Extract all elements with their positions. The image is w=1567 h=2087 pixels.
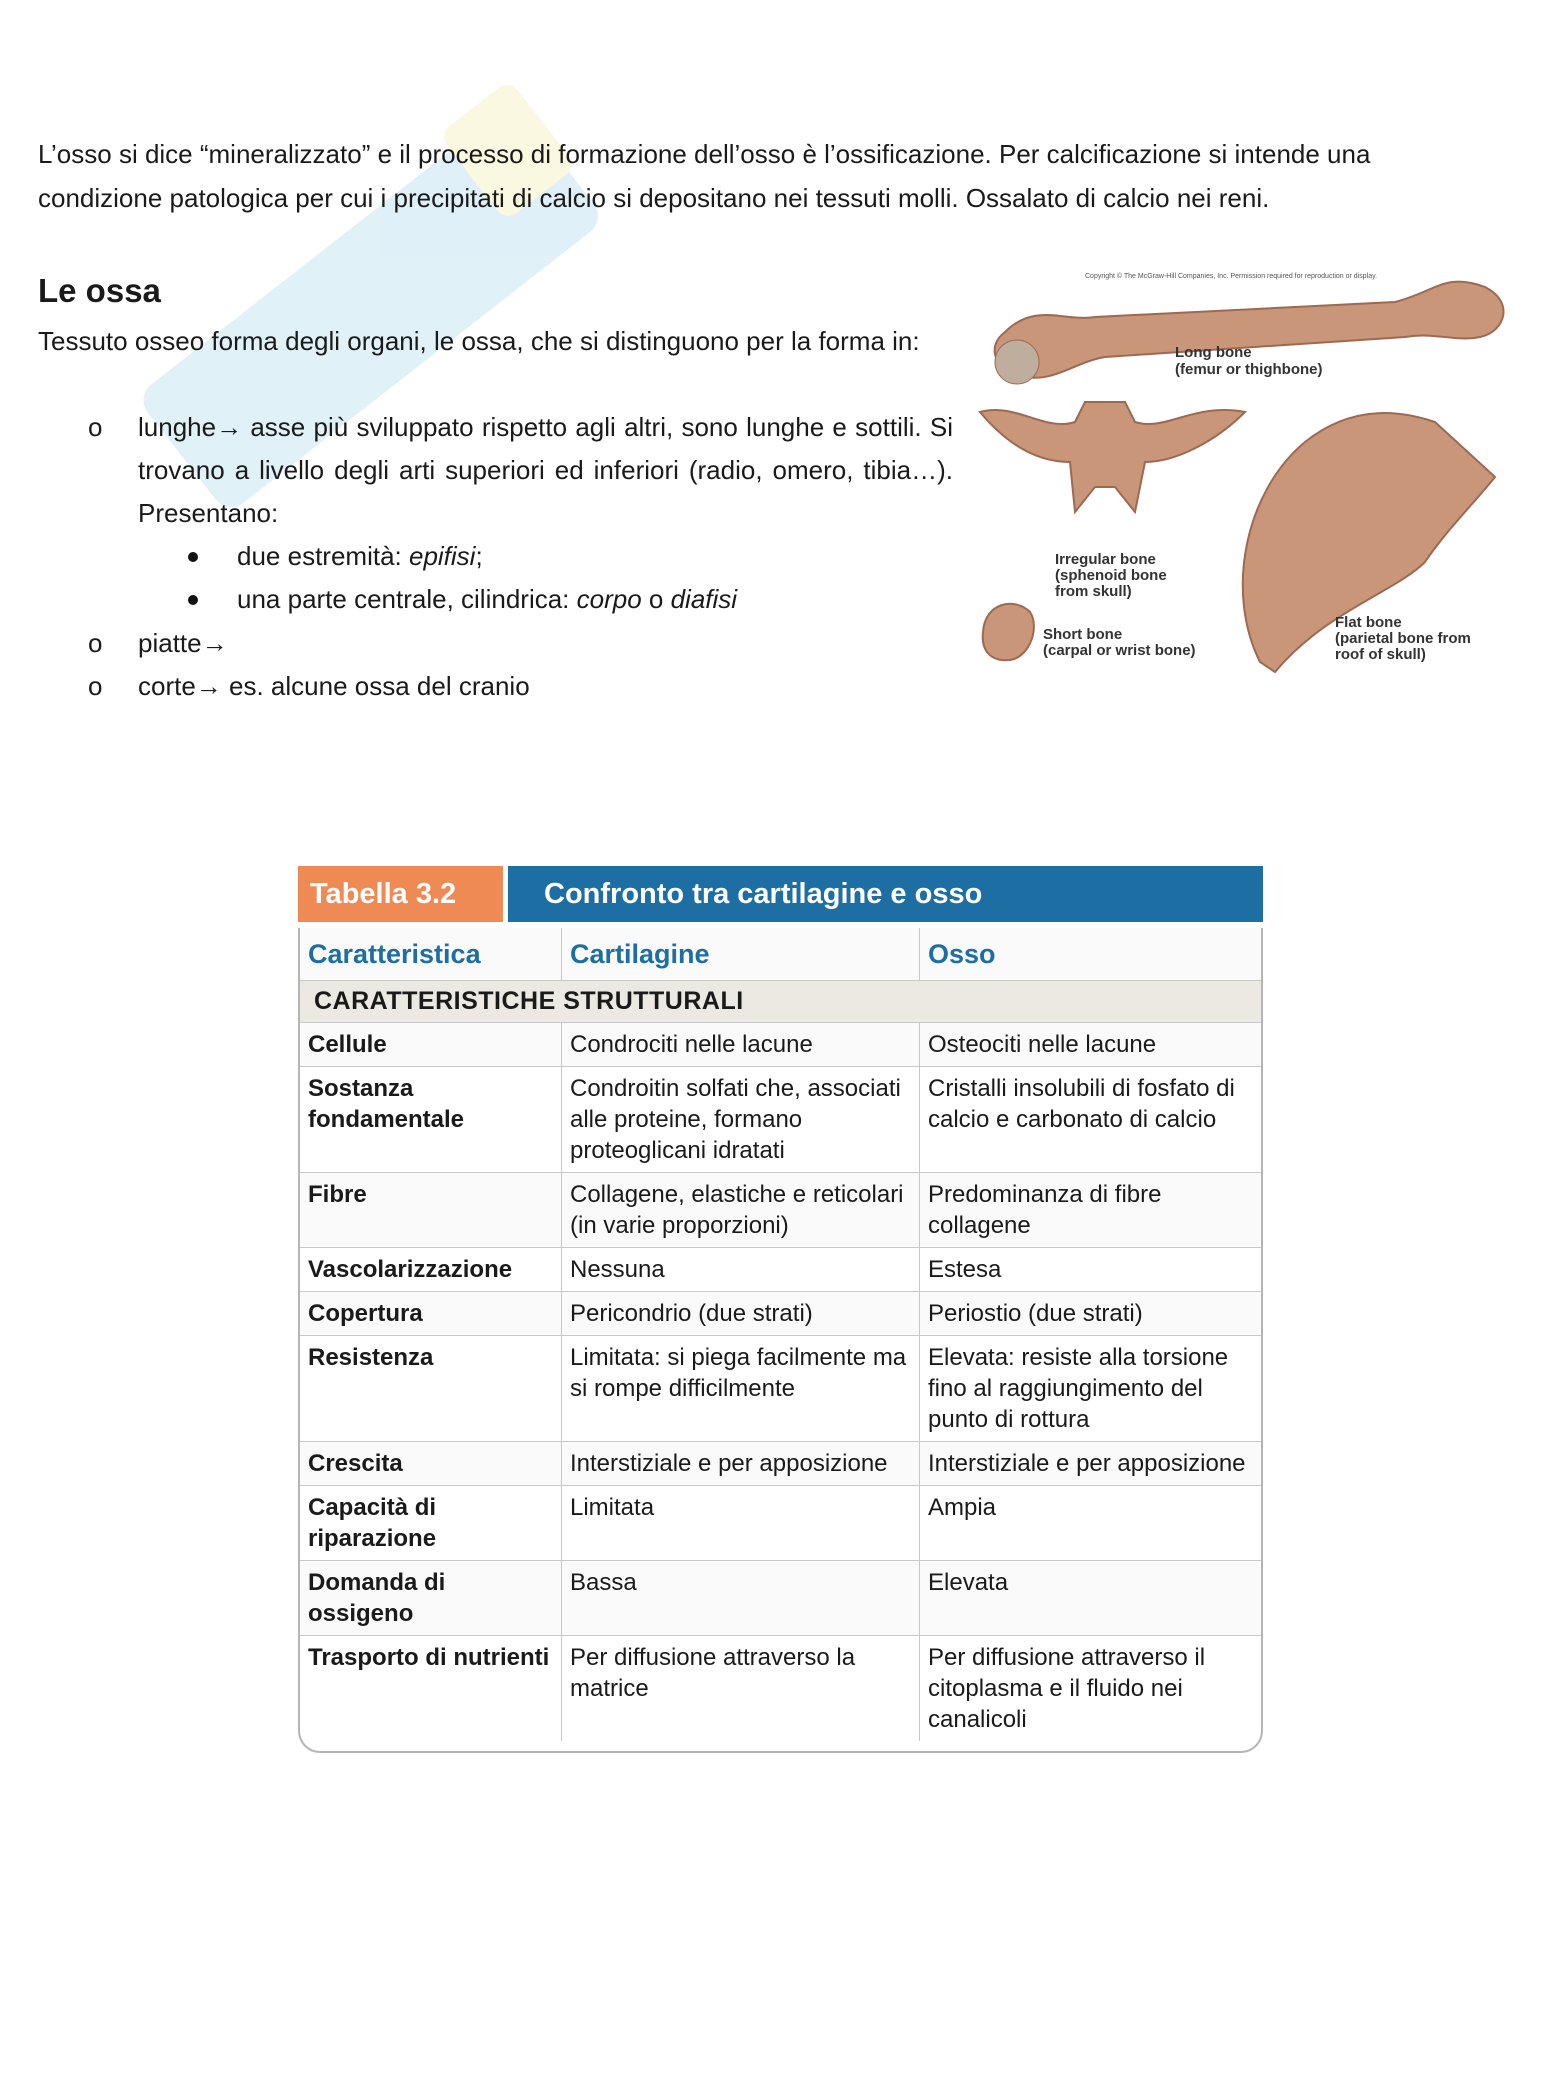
bullet-dot [188,552,198,562]
bone-cell: Estesa [928,1256,1002,1283]
table-title: Confronto tra cartilagine e osso [508,866,1263,922]
row-label: Fibre [300,1173,562,1247]
cartilage-cell: Bassa [562,1561,920,1635]
row-label: Resistenza [300,1336,562,1441]
cartilage-cell: Condrociti nelle lacune [562,1023,920,1066]
paragraph-line-2: condizione patologica per cui i precipitati di calcio si depositano nei tessuti molli. Ossalato di calcio nei reni. [38,183,1270,213]
bone-cell: Elevata [928,1569,1009,1596]
col-header-osso: Osso [928,939,996,969]
row-label: Domanda di ossigeno [300,1561,562,1635]
irregular-bone-sub1: (sphenoid bone [1055,567,1167,584]
table-section-label: CARATTERISTICHE STRUTTURALI [300,980,1261,1022]
col-header-cartilagine: Cartilagine [562,928,920,980]
short-bone-image [983,604,1034,660]
bone-cell: Elevata: resiste alla torsione fino al raggiungimento del punto di rottura [928,1344,1229,1433]
row-label: Copertura [300,1292,562,1335]
table-row [300,1022,1261,1066]
bone-cell: Per diffusione attraverso il citoplasma e il fluido nei canalicoli [928,1644,1206,1733]
table-number: Tabella 3.2 [298,866,503,922]
table-row [300,1172,1261,1247]
table-row [300,1291,1261,1335]
subitem-epifisi: due estremità: epifisi; [237,541,483,571]
bone-cell: Periostio (due strati) [928,1300,1143,1327]
bone-shapes-figure [975,262,1530,682]
list-marker: o [88,412,103,442]
bone-cell: Cristalli insolubili di fosfato di calcio e carbonato di calcio [928,1075,1235,1133]
section-intro: Tessuto osseo forma degli organi, le ossa, che si distinguono per la forma in: [38,326,920,356]
list-item-short: corte→ es. alcune ossa del cranio [138,671,530,701]
flat-bone-label: Flat bone [1335,614,1402,631]
cartilage-cell: Condroitin solfati che, associati alle proteine, formano proteoglicani idratati [562,1067,920,1172]
figure-copyright: Copyright © The McGraw-Hill Companies, Inc. Permission required for reproduction or display. [1085,273,1378,280]
subitem-diafisi: una parte centrale, cilindrica: corpo o diafisi [237,584,738,614]
row-label: Crescita [300,1442,562,1485]
row-label: Capacità di riparazione [300,1486,562,1560]
table-header-bar [298,866,1263,922]
cartilage-cell: Interstiziale e per apposizione [562,1442,920,1485]
paragraph-line-1: L’osso si dice “mineralizzato” e il processo di formazione dell’osso è l’ossificazione. Per calcificazione si intende una [38,139,1371,169]
table-row [300,1560,1261,1635]
bone-cell: Ampia [928,1494,997,1521]
bone-cell: Predominanza di fibre collagene [928,1181,1162,1239]
cartilage-cell: Collagene, elastiche e reticolari (in varie proporzioni) [562,1173,920,1247]
row-label: Trasporto di nutrienti [300,1636,562,1741]
list-item-flat: piatte→ [138,628,228,658]
row-label: Sostanza fondamentale [300,1067,562,1172]
long-bone-sub: (femur or thighbone) [1175,361,1323,378]
bone-cell: Osteociti nelle lacune [928,1031,1157,1058]
list-marker: o [88,671,103,701]
long-bone-label: Long bone [1175,344,1252,361]
list-marker: o [88,628,103,658]
row-label: Cellule [300,1023,562,1066]
table-rows [300,1022,1261,1751]
bullet-dot [188,595,198,605]
cartilage-cell: Pericondrio (due strati) [562,1292,920,1335]
comparison-table [298,866,1263,1753]
cartilage-cell: Limitata [562,1486,920,1560]
bone-cell: Interstiziale e per apposizione [928,1450,1246,1477]
col-header-caratteristica: Caratteristica [300,928,562,980]
cartilage-cell: Per diffusione attraverso la matrice [562,1636,920,1741]
table-row [300,1485,1261,1560]
list-item-long: lunghe→ asse più sviluppato rispetto agli altri, sono lunghe e sottili. Si trovano a livello degli arti superiori ed inferiori (radio, omero, tibia…). Presentano: [138,412,953,528]
irregular-bone-image [980,402,1245,512]
table-row [300,1441,1261,1485]
table-row [300,1066,1261,1172]
short-bone-label: Short bone [1043,626,1123,643]
cartilage-cell: Limitata: si piega facilmente ma si rompe difficilmente [562,1336,920,1441]
bone-shape-list [0,406,960,706]
intro-paragraph [38,132,1458,220]
row-label: Vascolarizzazione [300,1248,562,1291]
flat-bone-sub1: (parietal bone from [1335,630,1471,647]
section-heading: Le ossa [38,272,161,309]
irregular-bone-sub2: from skull) [1055,583,1132,600]
cartilage-cell: Nessuna [562,1248,920,1291]
irregular-bone-label: Irregular bone [1055,551,1156,568]
table-row [300,1247,1261,1291]
table-column-headers [300,928,1261,980]
table-body [298,928,1263,1753]
table-row [300,1335,1261,1441]
flat-bone-sub2: roof of skull) [1335,646,1426,663]
short-bone-sub: (carpal or wrist bone) [1043,642,1196,659]
table-row [300,1635,1261,1751]
